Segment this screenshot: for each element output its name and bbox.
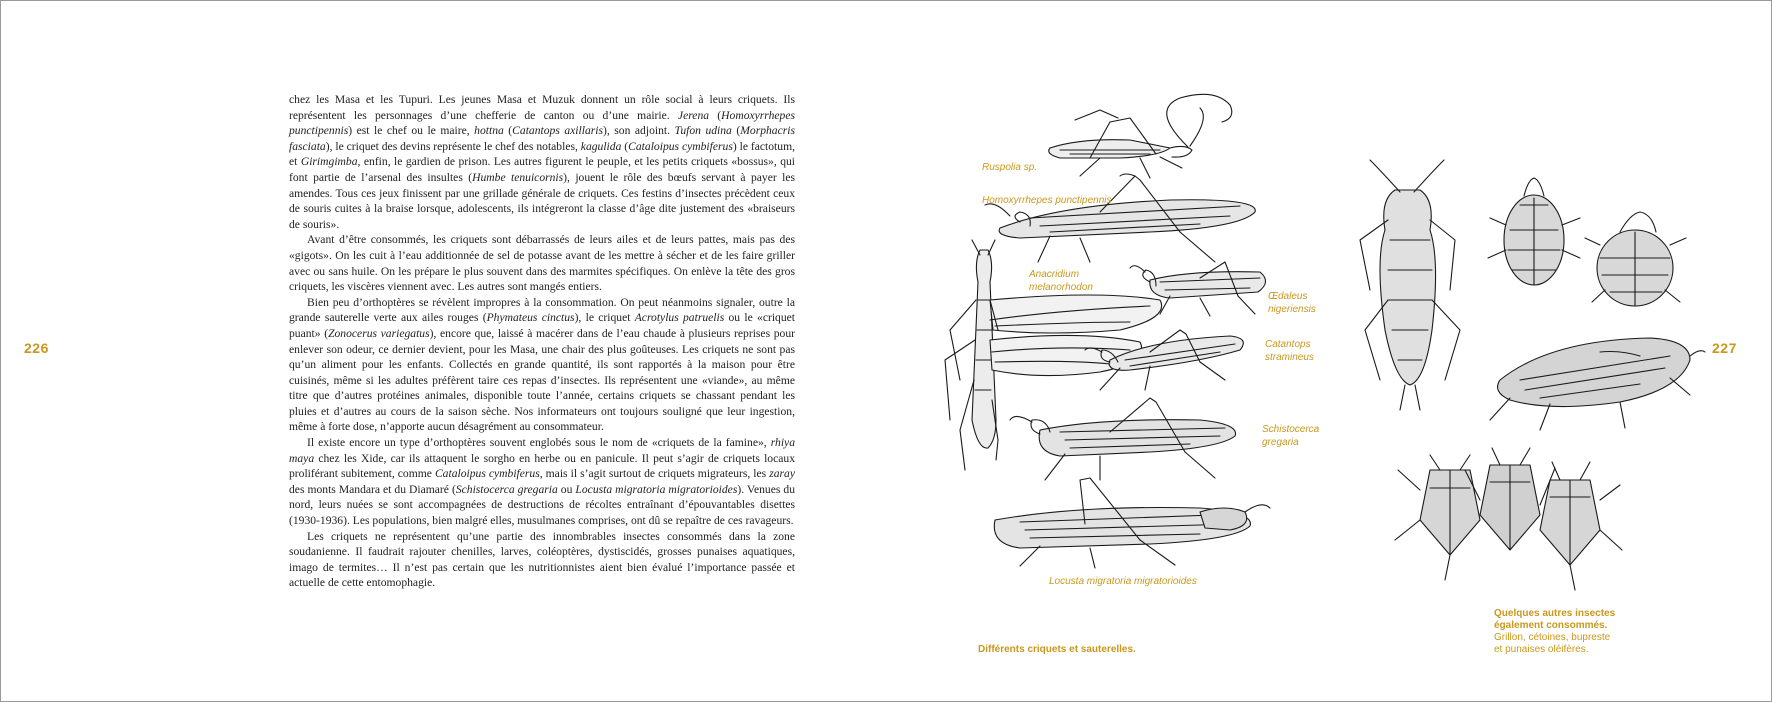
label-oedaleus: Œdaleus nigeriensis bbox=[1268, 291, 1316, 315]
paragraph-1: chez les Masa et les Tupuri. Les jeunes Masa et Muzuk donnent un rôle social à leurs criquets. Ils représentent les personnages d’une chefferie de canton ou d’une mairie. Jerena (Homoxyrrhepes punctipennis) est le chef ou le maire, hottna (Catantops axillaris), son adjoint. Tufon udina (Morphacris fasciata), le criquet des devins représente le chef des notables, kagulida (Cataloipus cymbiferus) le factotum, et Girimgimba, enfin, le gardien de prison. Les autres figurent le peuple, et les petits criquets «bossus», qui font partie de l’arsenal des insultes (Humbe tenuicornis), jouent le rôle des bœufs servant à payer les amendes. Tous ces jeux finissent par une grillade générale de criquets. Ces festins d’insectes précèdent ceux de souris cuites à la braise lorsque, adolescents, ils intégreront la classe d’âge dite justement des «braiseurs de souris». bbox=[289, 93, 796, 231]
shield-bugs-illustration bbox=[1395, 448, 1622, 590]
label-schistocerca: Schistocerca gregaria bbox=[1262, 424, 1320, 448]
paragraph-2: Avant d’être consommés, les criquets sont débarrassés de leurs ailes et de leurs pattes, mais pas des «gigots». On les cuit à l’eau additionnée de sel de potasse avant de les mettre à sécher et de les faire griller avec ou sans huile. On les prépare le plus souvent dans des marmites spécifiques. On enlève la tête des gros criquets, les viscères viennent avec. Les autres sont mangés entiers. bbox=[289, 233, 795, 294]
page-number-left: 226 bbox=[24, 340, 49, 356]
ruspolia-illustration bbox=[1049, 94, 1232, 178]
label-homoxyrrhepes: Homoxyrrhepes punctipennis bbox=[982, 195, 1112, 206]
buprestid-illustration bbox=[1490, 338, 1705, 430]
homoxyrrhepes-illustration bbox=[985, 174, 1255, 262]
figure-caption-right: Quelques autres insectes également consommés. Grillon, cétoines, bupreste et punaises oléifères. bbox=[1494, 608, 1616, 655]
label-anacridium: Anacridium melanorhodon bbox=[1029, 269, 1093, 293]
beetle-illustration-2 bbox=[1585, 212, 1686, 306]
locusta-illustration bbox=[994, 478, 1270, 568]
paragraph-5: Les criquets ne représentent qu’une partie des innombrables insectes consommés dans la zone soudanienne. Il faudrait rajouter chenilles, larves, coléoptères, dystiscidés, grosses punaises aquatiques, imago de termites… Il n’est pas certain que les nutritionnistes aient bien évalué l’importance passée et actuelle de cette entomophagie. bbox=[289, 529, 795, 590]
paragraph-4: Il existe encore un type d’orthoptères souvent englobés sous le nom de «criquets de la famine», rhiya maya chez les Xide, car ils attaquent le sorgho en herbe ou en panicule. Il peut s’agir de criquets locaux proliférant subitement, comme Cataloipus cymbiferus, mais il s’agit surtout de criquets migrateurs, les zaray des monts Mandara et du Diamaré (Schistocerca gregaria ou Locusta migratoria migratorioides). Venues du nord, leurs nuées se sont accompagnées de destructions de récoltes entraînant d’épouvantables disettes (1930-1936). Les populations, bien malgré elles, musulmanes comprises, ont dû se repaître de ces ravageurs. bbox=[289, 436, 795, 528]
label-locusta: Locusta migratoria migratorioides bbox=[1049, 576, 1197, 587]
label-ruspolia: Ruspolia sp. bbox=[982, 162, 1038, 173]
schistocerca-illustration bbox=[1010, 398, 1236, 480]
label-catantops: Catantops stramineus bbox=[1265, 339, 1314, 363]
paragraph-3: Bien peu d’orthoptères se révèlent impropres à la consommation. On peut néanmoins signaler, outre la grande sauterelle verte aux ailes rouges (Phymateus cinctus), le criquet Acrotylus patruelis ou le «criquet puant» (Zonocerus variegatus), encore que, laissé à macérer dans de l’eau chaude à plusieurs reprises pour enlever son odeur, ce dernier devient, pour les Masa, une chair des plus goûteuses. Les criquets ne sont pas qu’un aliment pour les enfants. Collectés en grande quantité, ils sont rapportés à la maison pour être cuisinés, même si les adultes préfèrent taire ces repas d’insectes. Ils représentent une «viande», au même titre que d’autres protéines animales, disponible toute l’année, certains criquets se chassant pendant les pluies et d’autres au cours de la saison sèche. Nos informateurs ont toujours souligné que leur ingestion, même à forte dose, n’apporte aucun désagrément au consommateur. bbox=[289, 295, 796, 434]
cricket-illustration bbox=[1360, 160, 1460, 410]
page-number-right: 227 bbox=[1712, 340, 1737, 356]
beetle-illustration-1 bbox=[1488, 178, 1580, 285]
figure-caption-left: Différents criquets et sauterelles. bbox=[978, 644, 1136, 655]
